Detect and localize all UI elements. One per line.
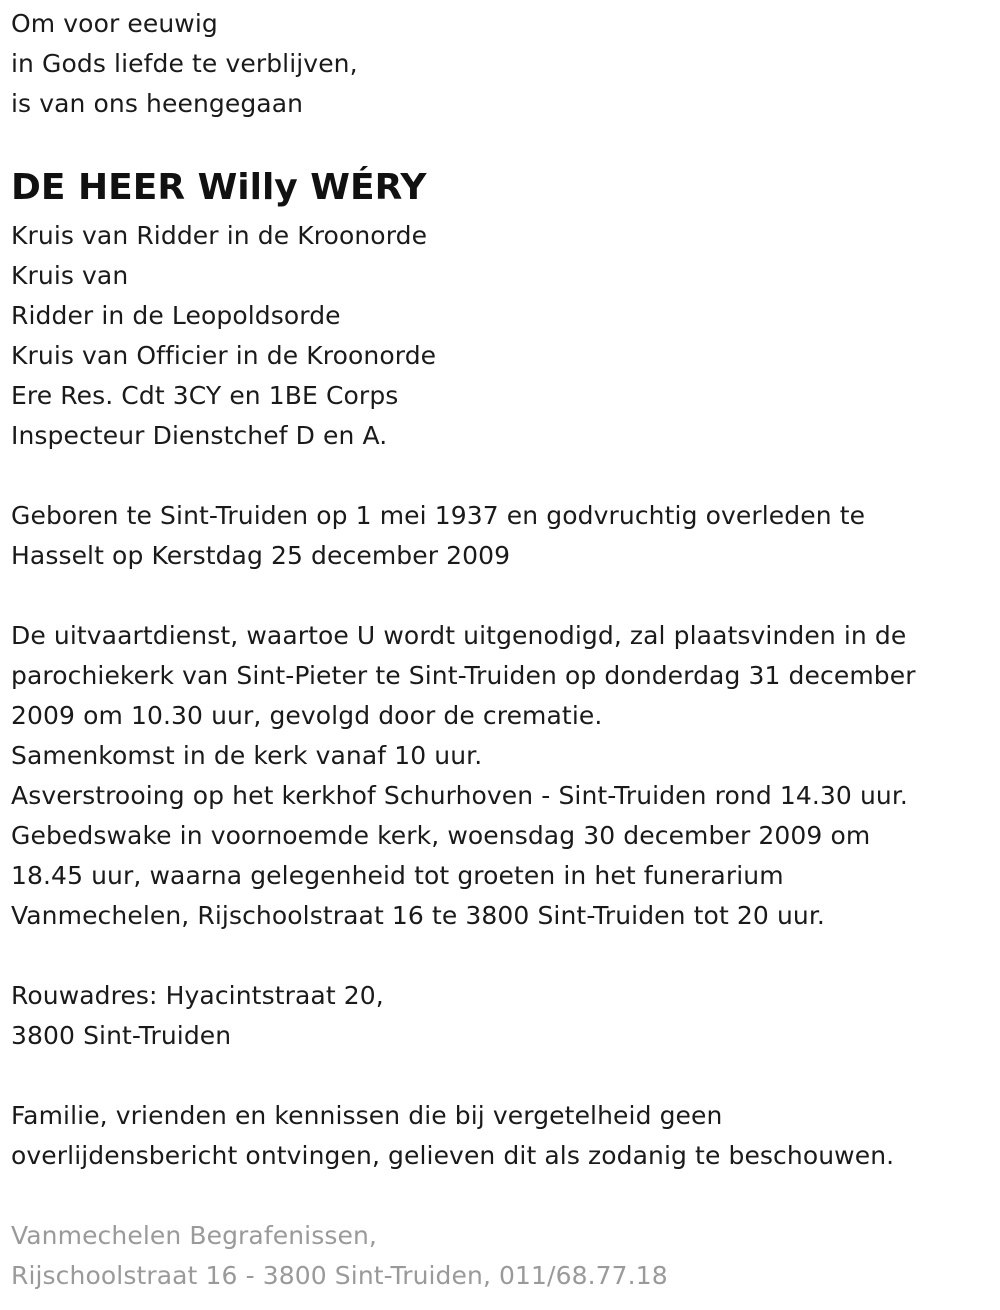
spacer: [11, 1176, 990, 1216]
service-line: Gebedswake in voornoemde kerk, woensdag 30 december 2009 om: [11, 821, 871, 850]
service-line: 18.45 uur, waarna gelegenheid tot groeten in het funerarium: [11, 861, 784, 890]
address-block: [11, 976, 990, 1056]
funeral-home-block: [11, 1216, 990, 1296]
spacer: [11, 456, 990, 496]
service-line: De uitvaartdienst, waartoe U wordt uitgenodigd, zal plaatsvinden in de: [11, 621, 907, 650]
service-line: parochiekerk van Sint-Pieter te Sint-Truiden op donderdag 31 december: [11, 661, 916, 690]
birth-death-line: Hasselt op Kerstdag 25 december 2009: [11, 541, 511, 570]
address-line: Rouwadres: Hyacintstraat 20,: [11, 981, 384, 1010]
intro-line: is van ons heengegaan: [11, 89, 304, 118]
titles-block: [11, 216, 990, 456]
intro-line: in Gods liefde te verblijven,: [11, 49, 358, 78]
service-block: [11, 616, 990, 936]
spacer: [11, 1056, 990, 1096]
spacer: [11, 576, 990, 616]
title-line: Ere Res. Cdt 3CY en 1BE Corps: [11, 381, 399, 410]
title-line: Inspecteur Dienstchef D en A.: [11, 421, 388, 450]
service-line: Samenkomst in de kerk vanaf 10 uur.: [11, 741, 483, 770]
service-line: Asverstrooing op het kerkhof Schurhoven - Sint-Truiden rond 14.30 uur.: [11, 781, 908, 810]
title-line: Kruis van Officier in de Kroonorde: [11, 341, 437, 370]
notice-block: [11, 1096, 990, 1176]
birth-death-block: [11, 496, 990, 576]
title-line: Kruis van: [11, 261, 129, 290]
funeral-home-line: Rijschoolstraat 16 - 3800 Sint-Truiden, 011/68.77.18: [11, 1261, 668, 1290]
spacer: [11, 936, 990, 976]
service-line: 2009 om 10.30 uur, gevolgd door de crematie.: [11, 701, 603, 730]
intro-line: Om voor eeuwig: [11, 9, 218, 38]
funeral-home-line: Vanmechelen Begrafenissen,: [11, 1221, 377, 1250]
birth-death-line: Geboren te Sint-Truiden op 1 mei 1937 en godvruchtig overleden te: [11, 501, 866, 530]
notice-line: overlijdensbericht ontvingen, gelieven dit als zodanig te beschouwen.: [11, 1141, 895, 1170]
address-line: 3800 Sint-Truiden: [11, 1021, 232, 1050]
notice-line: Familie, vrienden en kennissen die bij vergetelheid geen: [11, 1101, 723, 1130]
deceased-name: DE HEER Willy WÉRY: [11, 167, 427, 208]
service-line: Vanmechelen, Rijschoolstraat 16 te 3800 Sint-Truiden tot 20 uur.: [11, 901, 825, 930]
title-line: Kruis van Ridder in de Kroonorde: [11, 221, 428, 250]
intro-block: [11, 4, 990, 124]
title-line: Ridder in de Leopoldsorde: [11, 301, 341, 330]
